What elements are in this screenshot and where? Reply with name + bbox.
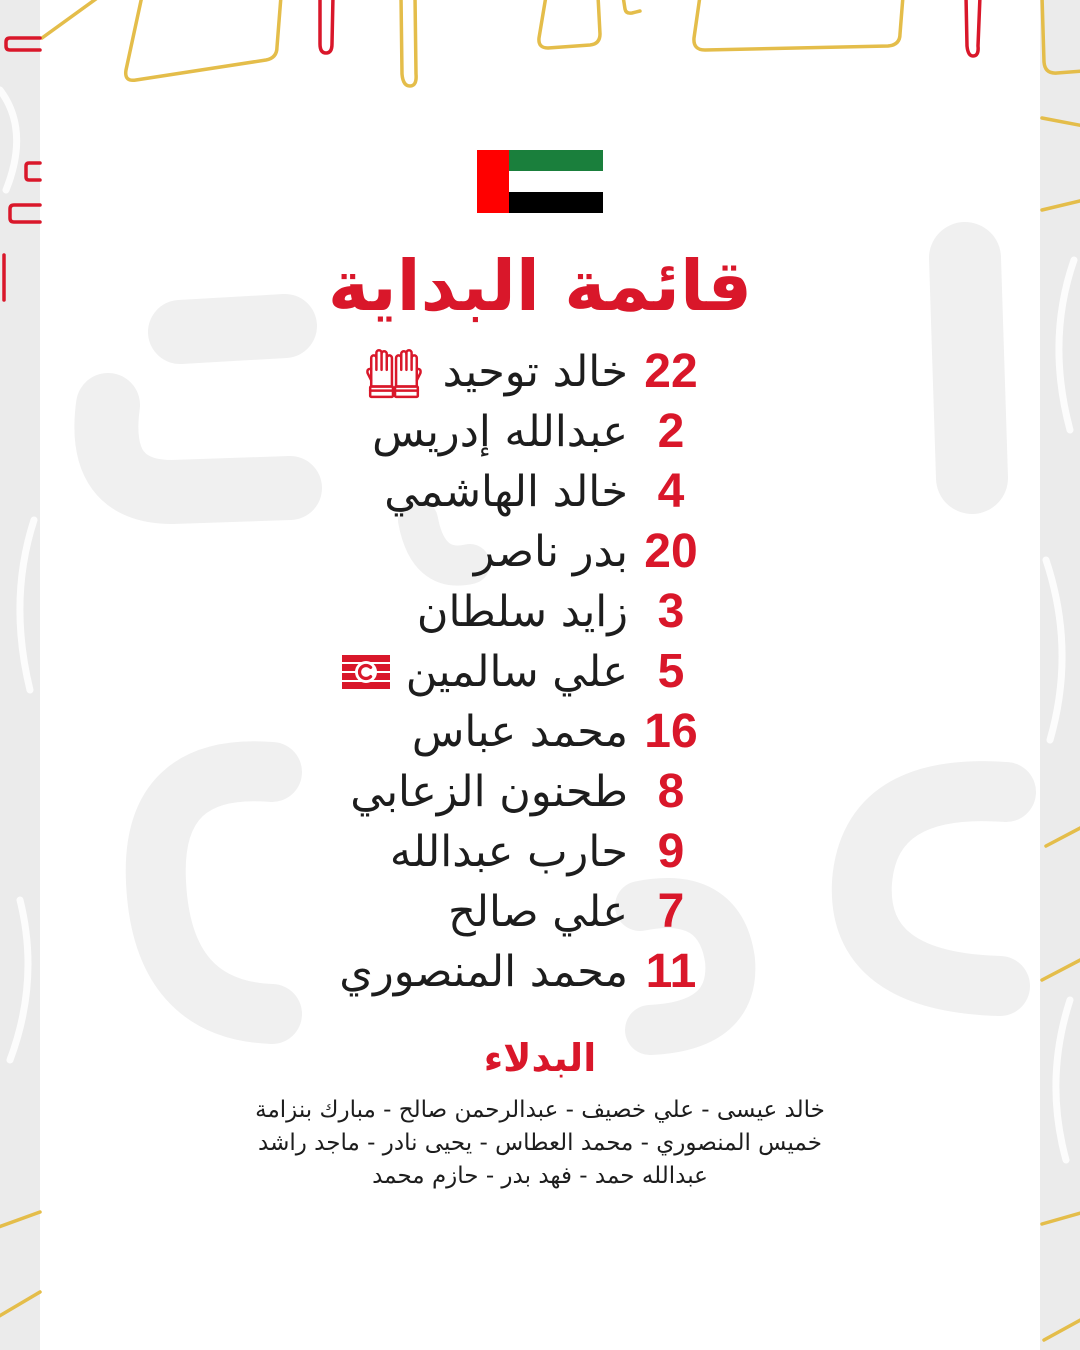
watermark-stroke [156, 771, 272, 1014]
right-glove [395, 350, 421, 397]
left-glove [367, 350, 393, 397]
player-name: خالد توحيد [442, 347, 628, 397]
gold-stroke [1042, 118, 1080, 126]
gloves-graphic [365, 345, 423, 399]
red-stroke [320, 0, 333, 53]
captain-armband-icon [342, 655, 390, 689]
edge-curve [20, 520, 34, 690]
player-number: 3 [657, 585, 685, 638]
flag-white-band [509, 171, 603, 192]
gold-stroke [0, 1292, 40, 1318]
substitutes-heading: البدلاء [483, 1036, 597, 1080]
armband-graphic [342, 655, 390, 689]
starter-row [365, 342, 700, 402]
substitutes-line: خالد عيسى - علي خصيف - عبدالرحمن صالح - مبارك بنزامة [255, 1097, 825, 1123]
gold-stroke [0, 1212, 40, 1228]
player-name: عبدالله إدريس [372, 407, 628, 457]
substitutes-line: خميس المنصوري - محمد العطاس - يحيى نادر - ماجد راشد [258, 1130, 822, 1156]
gold-stroke [623, 0, 640, 13]
watermark-stroke [418, 520, 470, 566]
starter-row [372, 402, 700, 462]
starter-row [339, 942, 700, 1002]
watermark-stroke [106, 405, 290, 492]
gold-stroke [1042, 200, 1080, 210]
flag-black-band [509, 192, 603, 213]
starter-row [390, 822, 700, 882]
player-number: 9 [657, 825, 685, 878]
player-name: بدر ناصر [473, 527, 628, 577]
player-number: 16 [644, 705, 698, 758]
player-name: علي سالمين [405, 647, 628, 697]
starter-row [384, 462, 700, 522]
uae-flag-icon [477, 150, 603, 213]
player-name: علي صالح [448, 887, 628, 937]
red-stroke [26, 163, 40, 180]
player-name: حارب عبدالله [389, 827, 628, 877]
gold-stroke [539, 0, 600, 48]
starter-row [350, 762, 700, 822]
edge-curve [0, 90, 17, 190]
player-number: 20 [644, 525, 698, 578]
player-number: 8 [657, 765, 685, 818]
gold-stroke [401, 0, 416, 86]
substitutes-line: عبدالله حمد - فهد بدر - حازم محمد [372, 1163, 708, 1189]
starter-row [412, 702, 700, 762]
player-number: 4 [657, 465, 685, 518]
player-number: 2 [657, 405, 685, 458]
player-name: زايد سلطان [416, 587, 628, 637]
gold-stroke [1046, 826, 1080, 846]
starter-row [417, 582, 700, 642]
player-number: 22 [644, 345, 698, 398]
gold-stroke [1042, 0, 1080, 73]
gold-stroke [42, 0, 100, 38]
player-name: طحنون الزعابي [350, 767, 628, 817]
starter-row [342, 642, 700, 702]
flag-green-band [509, 150, 603, 171]
flag-red-band [477, 150, 509, 213]
player-number: 5 [657, 645, 685, 698]
starter-row [474, 522, 700, 582]
red-stroke [10, 205, 40, 222]
gold-stroke [694, 0, 903, 50]
player-name: محمد المنصوري [339, 947, 628, 997]
player-name: خالد الهاشمي [384, 467, 628, 517]
red-stroke [966, 0, 980, 56]
red-stroke [6, 38, 40, 50]
watermark-stroke [862, 791, 1006, 986]
substitutes-list [0, 1094, 1080, 1193]
starter-row [448, 882, 700, 942]
glove-finger-lines [376, 354, 386, 370]
page-title: قائمة البداية [327, 245, 753, 327]
gold-stroke [126, 0, 281, 80]
edge-curve [1046, 560, 1062, 740]
player-number: 11 [645, 945, 697, 998]
player-name: محمد عباس [411, 707, 628, 757]
gold-stroke [1042, 958, 1080, 980]
player-number: 7 [657, 885, 685, 938]
glove-finger-lines [401, 354, 411, 370]
gold-stroke [1042, 1212, 1080, 1224]
gold-stroke [1044, 1318, 1080, 1340]
goalkeeper-gloves-icon [365, 345, 423, 399]
